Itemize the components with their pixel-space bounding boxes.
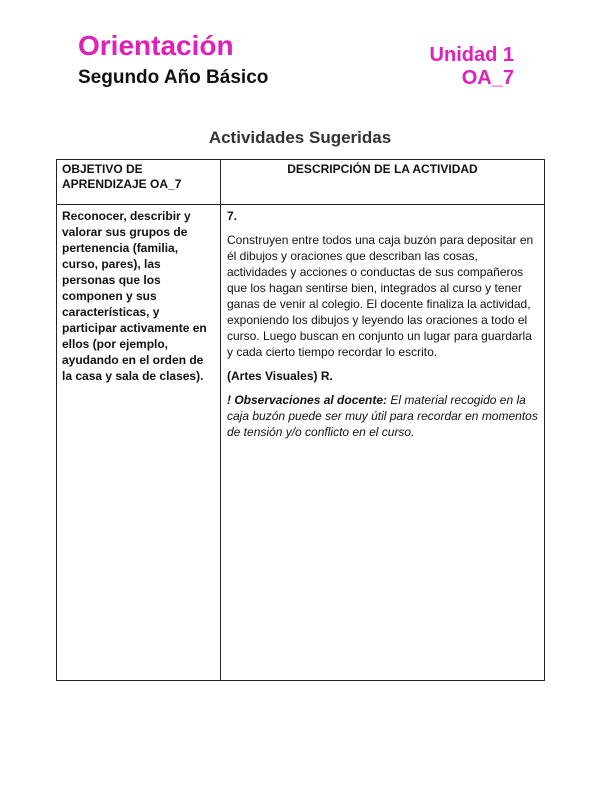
- table-header-row: [57, 160, 545, 205]
- objective-code-label: OA_7: [461, 67, 514, 89]
- table-row: [57, 205, 545, 681]
- objective-text: Reconocer, describir y valorar sus grupos de pertenencia (familia, curso, pares), las personas que los componen y sus características, y participar activamente en ellos (por ejemplo, ayudando en el orden de la casa y sala de clases).: [57, 205, 221, 681]
- subject-title: Orientación: [78, 30, 234, 61]
- teacher-note-label: ! Observaciones al docente:: [227, 393, 388, 407]
- activity-subject-area: (Artes Visuales) R.: [227, 369, 333, 383]
- unit-label: Unidad 1: [429, 44, 514, 66]
- activity-table: [56, 159, 545, 681]
- activity-body: Construyen entre todos una caja buzón para depositar en él dibujos y oraciones que describan las cosas, actividades y acciones o conductas de sus compañeros que los hagan sentirse bien, integrados al curso y tener ganas de venir al colegio. El docente finaliza la actividad, exponiendo los dibujos y leyendo las oraciones a todo el curso. Luego buscan en conjunto un lugar para guardarla y cada cierto tiempo recordar lo escrito.: [227, 233, 534, 359]
- teacher-note-text: El material recogido en la caja buzón puede ser muy útil para recordar en momentos de tensión y/o conflicto en el curso.: [227, 393, 538, 439]
- activity-number: 7.: [227, 209, 238, 223]
- grade-label: Segundo Año Básico: [78, 67, 269, 88]
- objective-column-header: OBJETIVO DE APRENDIZAJE OA_7: [57, 160, 221, 205]
- activity-description: [221, 205, 545, 681]
- teacher-note: [227, 392, 540, 440]
- description-column-header: DESCRIPCIÓN DE LA ACTIVIDAD: [221, 160, 545, 205]
- section-heading: Actividades Sugeridas: [208, 128, 392, 147]
